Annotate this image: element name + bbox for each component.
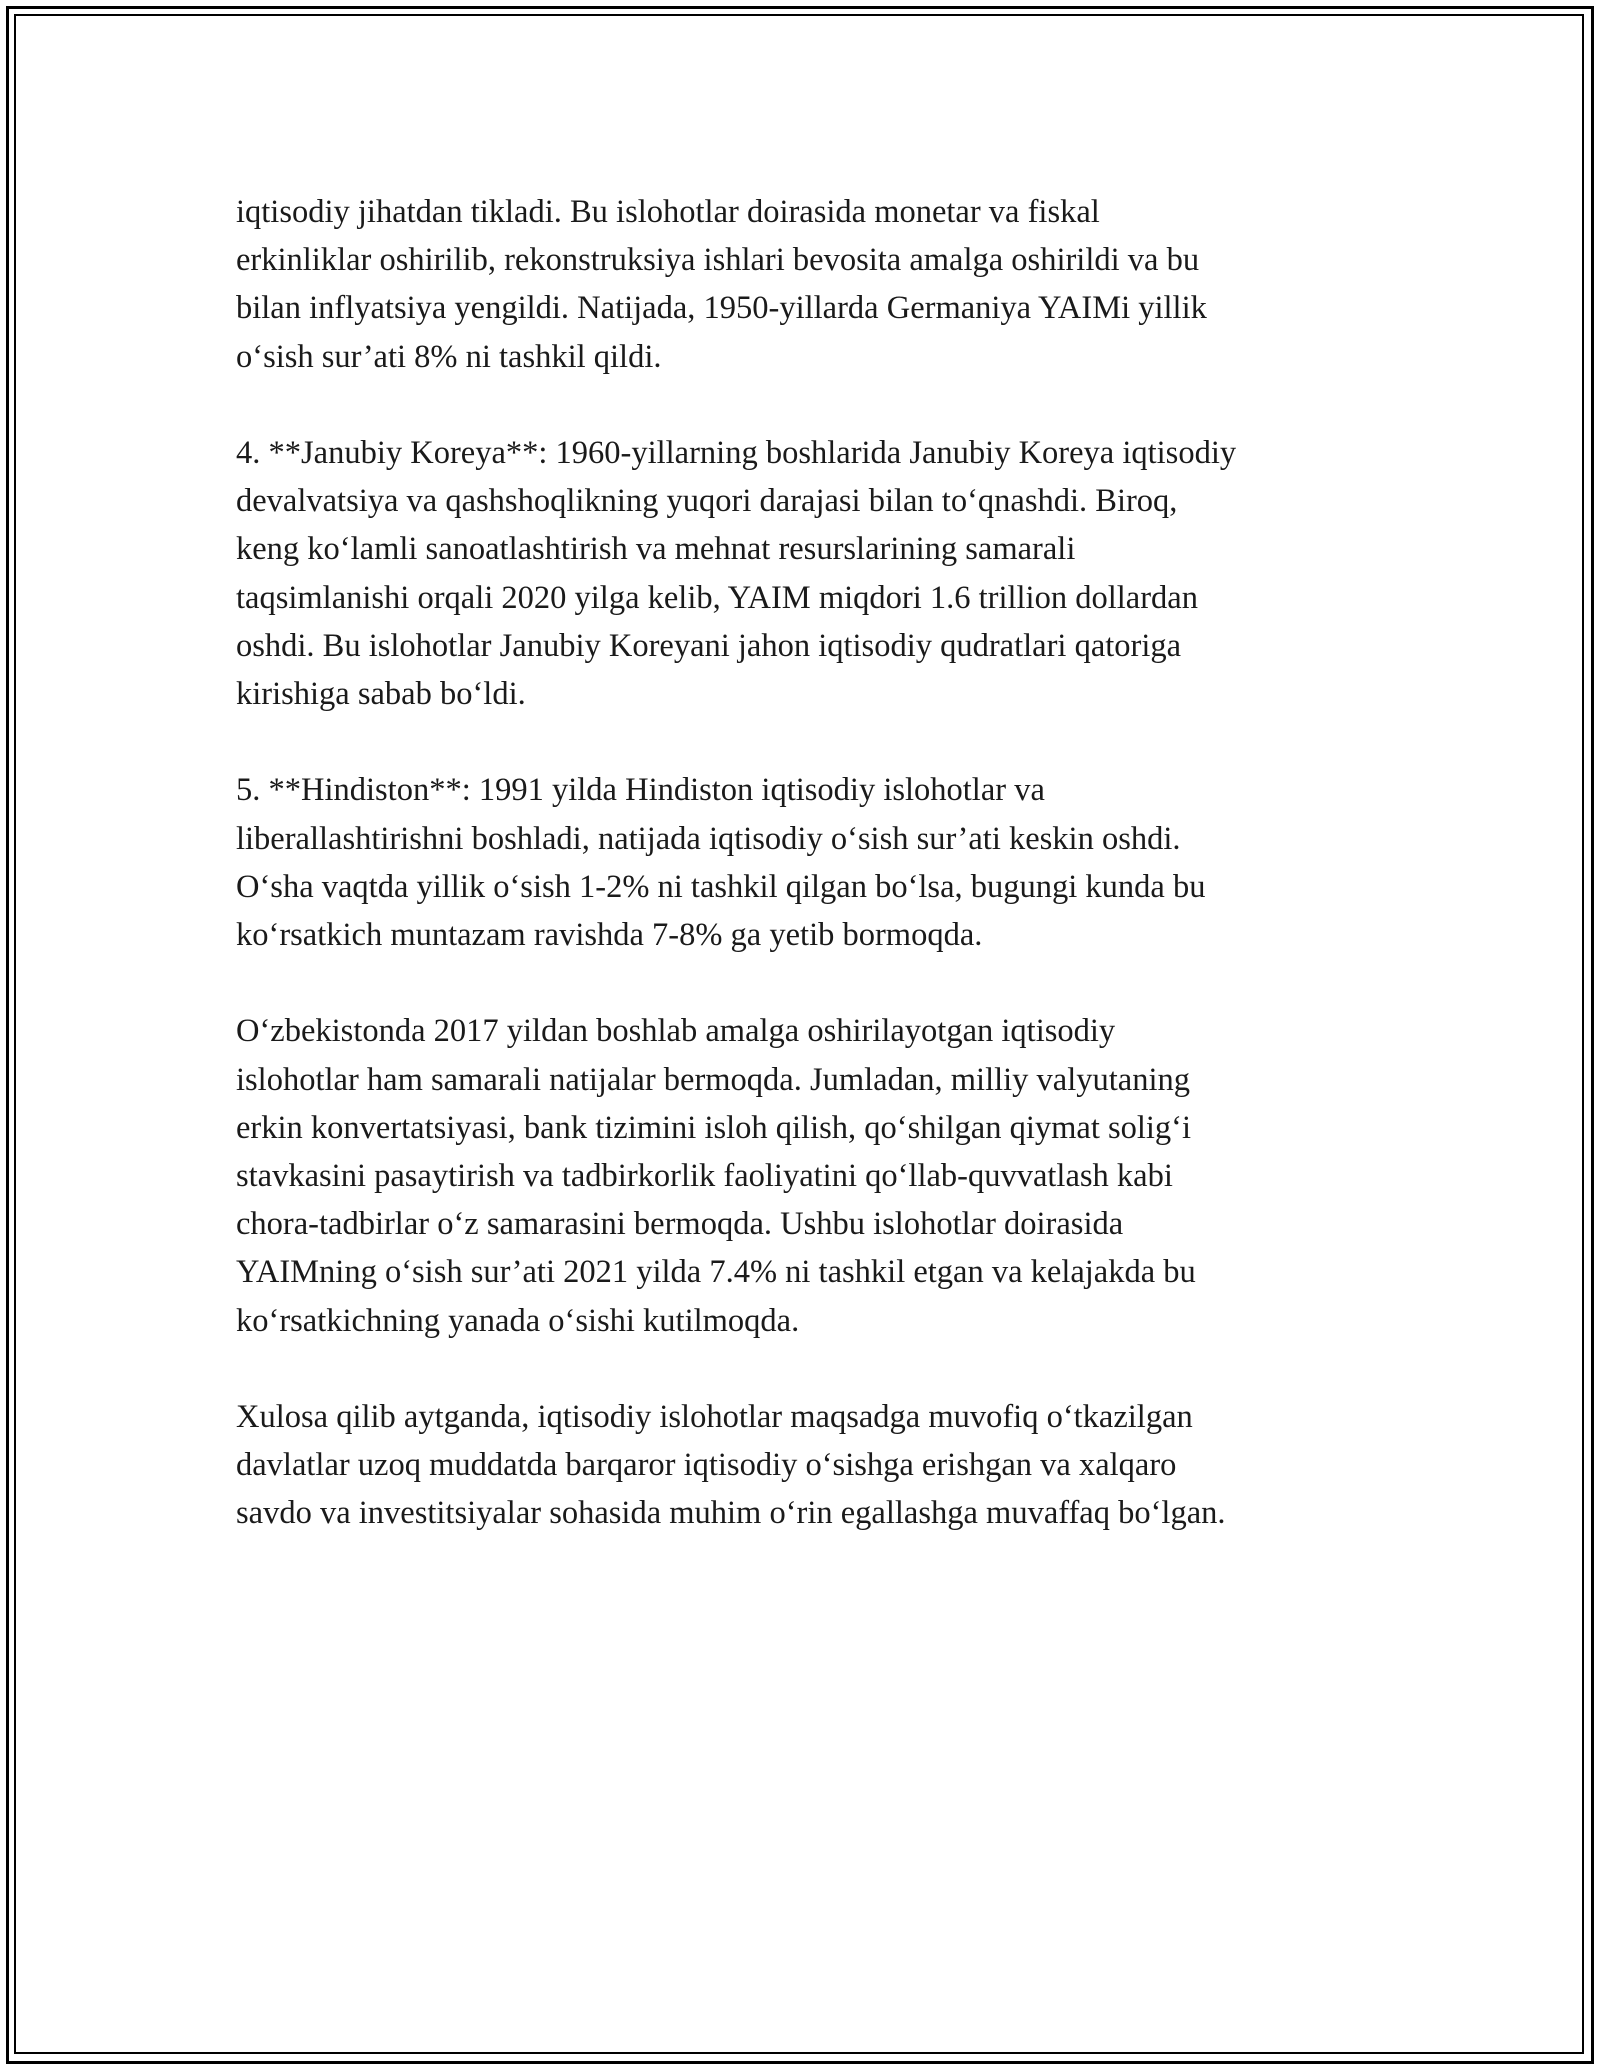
text-line: devalvatsiya va qashshoqlikning yuqori darajasi bilan to‘qnashdi. Biroq, [236,483,1178,520]
text-line: chora-tadbirlar o‘z samarasini bermoqda. Ushbu islohotlar doirasida [236,1206,1124,1243]
text-line: ko‘rsatkichning yanada o‘sishi kutilmoqda. [236,1302,800,1339]
text-line: O‘sha vaqtda yillik o‘sish 1-2% ni tashkil qilgan bo‘lsa, bugungi kunda bu [236,868,1206,905]
paragraph-conclusion [236,1393,1376,1538]
paragraph-uzbekistan [236,1007,1376,1344]
text-line: oshdi. Bu islohotlar Janubiy Koreyani jahon iqtisodiy qudratlari qatoriga [236,627,1182,664]
paragraph-india [236,766,1376,959]
text-line: YAIMning o‘sish sur’ati 2021 yilda 7.4% ni tashkil etgan va kelajakda bu [236,1254,1196,1291]
text-line: keng ko‘lamli sanoatlashtirish va mehnat resurslarining samarali [236,531,1076,568]
text-line: Xulosa qilib aytganda, iqtisodiy islohotlar maqsadga muvofiq o‘tkazilgan [236,1399,1193,1436]
text-line: savdo va investitsiyalar sohasida muhim o‘rin egallashga muvaffaq bo‘lgan. [236,1495,1226,1532]
text-line: taqsimlanishi orqali 2020 yilga kelib, YAIM miqdori 1.6 trillion dollardan [236,579,1198,616]
text-line: 4. **Janubiy Koreya**: 1960-yillarning boshlarida Janubiy Koreya iqtisodiy [236,435,1237,471]
text-line: kirishiga sabab bo‘ldi. [236,676,526,713]
text-line: iqtisodiy jihatdan tikladi. Bu islohotlar doirasida monetar va fiskal [236,194,1100,230]
text-line: erkinliklar oshirilib, rekonstruksiya ishlari bevosita amalga oshirildi va bu [236,242,1200,279]
document-body [236,188,1376,1586]
text-line: ko‘rsatkich muntazam ravishda 7-8% ga yetib bormoqda. [236,917,983,954]
text-line: islohotlar ham samarali natijalar bermoqda. Jumladan, milliy valyutaning [236,1061,1190,1098]
text-line: 5. **Hindiston**: 1991 yilda Hindiston iqtisodiy islohotlar va [236,772,1045,809]
paragraph-germany-continuation [236,188,1376,381]
text-line: O‘zbekistonda 2017 yildan boshlab amalga oshirilayotgan iqtisodiy [236,1013,1116,1050]
text-line: o‘sish sur’ati 8% ni tashkil qildi. [236,338,662,375]
text-line: davlatlar uzoq muddatda barqaror iqtisodiy o‘sishga erishgan va xalqaro [236,1447,1177,1484]
text-line: liberallashtirishni boshladi, natijada iqtisodiy o‘sish sur’ati keskin oshdi. [236,820,1181,857]
text-line: bilan inflyatsiya yengildi. Natijada, 1950-yillarda Germaniya YAIMi yillik [236,290,1207,327]
paragraph-south-korea [236,429,1376,718]
text-line: stavkasini pasaytirish va tadbirkorlik faoliyatini qo‘llab-quvvatlash kabi [236,1158,1173,1195]
text-line: erkin konvertatsiyasi, bank tizimini isloh qilish, qo‘shilgan qiymat solig‘i [236,1109,1192,1146]
